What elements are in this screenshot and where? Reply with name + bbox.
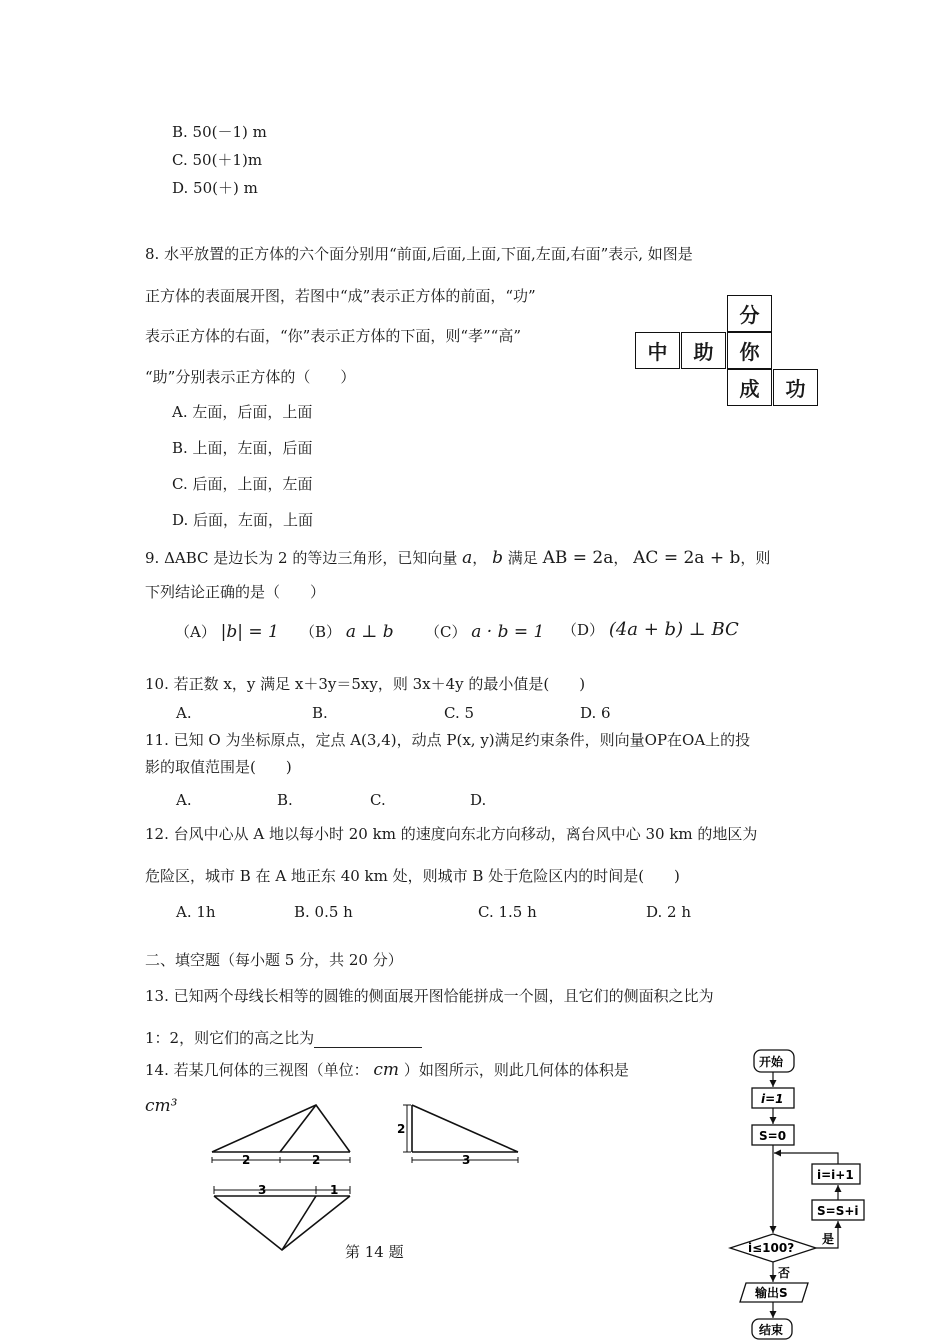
q10-option-d: D. 6 xyxy=(580,704,611,722)
q9-comma: ， xyxy=(613,549,629,567)
q14-unit-cubic: cm³ xyxy=(145,1096,178,1116)
net-cell-cheng: 成 xyxy=(727,369,772,406)
q11-option-d: D. xyxy=(470,791,487,809)
q8-line3: 表示正方体的右面，“你”表示正方体的下面，则“孝”“高” xyxy=(145,327,522,345)
flow-update-i-label: i=i+1 xyxy=(817,1168,854,1182)
q11-option-c: C. xyxy=(370,791,386,809)
flow-end-label: 结束 xyxy=(759,1323,784,1337)
flow-init-i-label: i=1 xyxy=(761,1092,784,1106)
flow-condition-label: i≤100? xyxy=(748,1241,795,1255)
front-view-dimension xyxy=(212,1157,350,1163)
q8-option-a: A. 左面，后面，上面 xyxy=(172,403,313,421)
side-width-dim: 3 xyxy=(462,1153,471,1167)
q14-stem-pre: 14. 若某几何体的三视图（单位： xyxy=(145,1061,369,1079)
q8-line1: 8. 水平放置的正方体的六个面分别用“前面,后面,上面,下面,左面,右面”表示, 如图是 xyxy=(145,245,693,263)
q7-option-d: D. 50(＋) m xyxy=(172,179,258,197)
q7-option-b: B. 50(－1) m xyxy=(172,123,267,141)
q9-option-a xyxy=(175,622,279,642)
vector-b: b xyxy=(492,548,503,568)
flowchart-figure xyxy=(728,1040,878,1344)
q14-unit: cm xyxy=(373,1060,400,1080)
q10-stem: 10. 若正数 x，y 满足 x＋3y＝5xy，则 3x＋4y 的最小值是( ) xyxy=(145,675,586,693)
net-cell-zhong: 中 xyxy=(635,332,680,369)
q9-option-d xyxy=(562,620,739,640)
net-cell-gong: 功 xyxy=(773,369,818,406)
q12-line2: 危险区，城市 B 在 A 地正东 40 km 处，则城市 B 处于危险区内的时间是( ) xyxy=(145,867,680,885)
q7-option-c: C. 50(＋1)m xyxy=(172,151,263,169)
flow-no-label: 否 xyxy=(778,1266,791,1280)
q8-line4: “助”分别表示正方体的（ ） xyxy=(145,368,356,386)
q9-stem-text: 9. ΔABC 是边长为 2 的等边三角形，已知向量 xyxy=(145,549,458,567)
q9-then: ，则 xyxy=(740,549,771,567)
q9-line1 xyxy=(145,548,770,568)
q12-option-c: C. 1.5 h xyxy=(478,903,537,921)
q12-option-a: A. 1h xyxy=(176,903,216,921)
q11-line2: 影的取值范围是( ) xyxy=(145,758,292,776)
q9-option-d-label: （D） xyxy=(562,621,605,639)
q9-sep: ， xyxy=(472,549,488,567)
flow-start-label: 开始 xyxy=(759,1055,784,1069)
side-view xyxy=(412,1105,518,1152)
top-left-dim: 3 xyxy=(258,1183,267,1197)
flow-arrows xyxy=(773,1072,838,1318)
front-view xyxy=(212,1105,350,1152)
q9-option-b-label: （B） xyxy=(300,623,342,641)
q8-line2: 正方体的表面展开图，若图中“成”表示正方体的前面，“功” xyxy=(145,287,536,305)
q13-line1: 13. 已知两个母线长相等的圆锥的侧面展开图恰能拼成一个圆，且它们的侧面积之比为 xyxy=(145,987,714,1005)
top-view xyxy=(214,1196,350,1250)
q9-ac-eq: AC = 2a + b xyxy=(633,548,741,568)
q12-option-d: D. 2 h xyxy=(646,903,691,921)
q12-option-b: B. 0.5 h xyxy=(294,903,353,921)
q11-option-a: A. xyxy=(176,791,192,809)
q8-option-c: C. 后面，上面，左面 xyxy=(172,475,313,493)
q9-option-d-expr: (4a + b) ⊥ BC xyxy=(608,619,739,640)
q14-stem xyxy=(145,1060,629,1080)
net-cell-zhu: 助 xyxy=(681,332,726,369)
flow-output-label: 输出S xyxy=(755,1286,788,1300)
section-2-heading: 二、填空题（每小题 5 分，共 20 分） xyxy=(145,951,403,969)
q13-answer-blank[interactable] xyxy=(314,1031,422,1048)
flow-yes-label: 是 xyxy=(822,1232,835,1246)
net-cell-ni: 你 xyxy=(727,332,772,369)
front-left-dim: 2 xyxy=(242,1153,251,1167)
q10-option-a: A. xyxy=(176,704,192,722)
q9-option-c-label: （C） xyxy=(425,623,467,641)
top-right-dim: 1 xyxy=(330,1183,339,1197)
q9-option-a-label: （A） xyxy=(175,623,216,641)
vector-a: a xyxy=(462,548,473,568)
q9-option-a-expr: |b| = 1 xyxy=(220,622,279,642)
q8-option-d: D. 后面，左面，上面 xyxy=(172,511,314,529)
q14-figure-caption: 第 14 题 xyxy=(345,1243,404,1261)
flow-init-s-label: S=0 xyxy=(759,1129,787,1143)
net-cell-fen: 分 xyxy=(727,295,772,332)
q14-stem-post: ）如图所示，则此几何体的体积是 xyxy=(403,1061,629,1079)
q9-option-b xyxy=(300,622,394,642)
q9-satisfy: 满足 xyxy=(507,549,538,567)
q9-line2: 下列结论正确的是（ ） xyxy=(145,583,326,601)
side-view-dimension xyxy=(403,1105,518,1163)
flow-update-s-label: S=S+i xyxy=(817,1204,859,1218)
three-view-figure xyxy=(200,1100,530,1260)
q12-line1: 12. 台风中心从 A 地以每小时 20 km 的速度向东北方向移动，离台风中心 30 km 的地区为 xyxy=(145,825,758,843)
q9-option-c-expr: a · b = 1 xyxy=(471,622,545,642)
q13-line2-text: 1：2，则它们的高之比为 xyxy=(145,1029,315,1047)
q10-option-c: C. 5 xyxy=(444,704,475,722)
q10-option-b: B. xyxy=(312,704,328,722)
q9-option-b-expr: a ⊥ b xyxy=(345,622,394,642)
q11-line1: 11. 已知 O 为坐标原点，定点 A(3,4)，动点 P(x, y)满足约束条件，则向量OP在OA上的投 xyxy=(145,731,751,749)
q11-option-b: B. xyxy=(277,791,293,809)
q13-line2 xyxy=(145,1028,422,1048)
q9-ab-eq: AB = 2a xyxy=(542,548,614,568)
front-right-dim: 2 xyxy=(312,1153,321,1167)
q8-option-b: B. 上面，左面，后面 xyxy=(172,439,313,457)
side-height-dim: 2 xyxy=(397,1122,406,1136)
q9-option-c xyxy=(425,622,544,642)
